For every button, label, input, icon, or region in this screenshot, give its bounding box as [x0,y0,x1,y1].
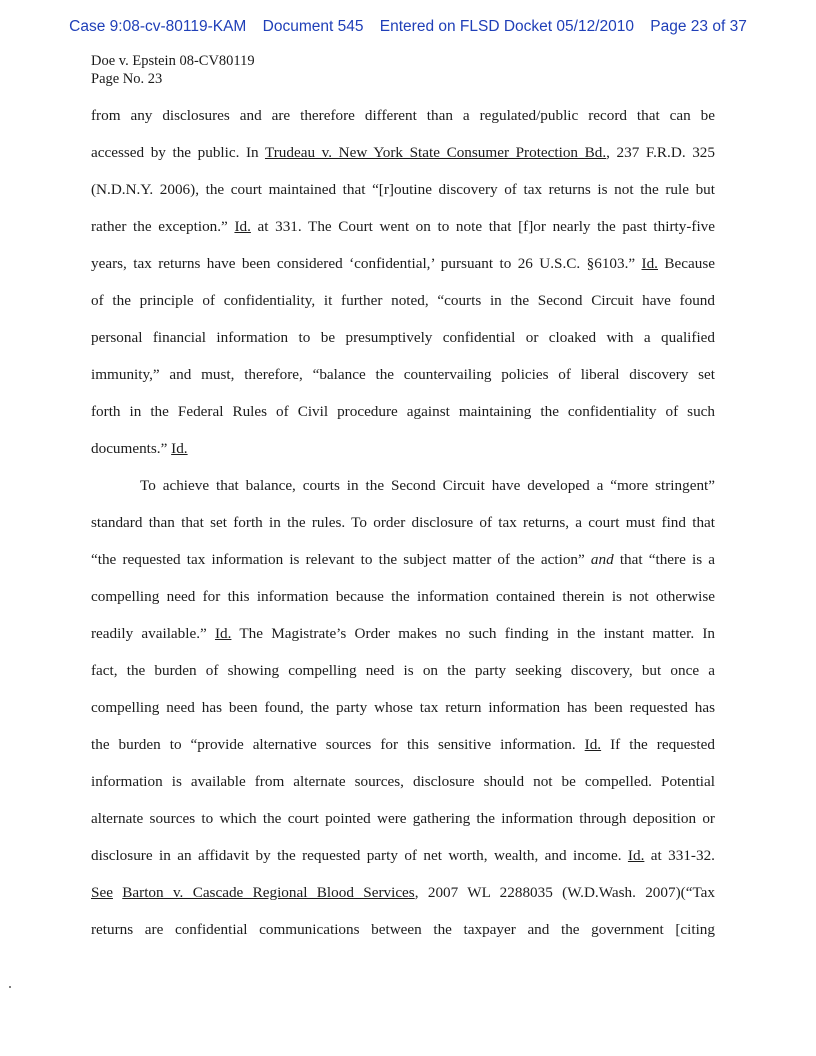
text-line: accessed by the public. In Trudeau v. New York State Consumer Protection Bd., 237 F.R.D. 325 [91,144,715,161]
text-line: personal financial information to be presumptively confidential or cloaked with a qualified [91,329,715,346]
caption-page-number: Page No. 23 [91,71,163,87]
case-number: Case 9:08-cv-80119-KAM [69,18,247,35]
id-citation: Id. [627,847,645,864]
text-line: documents.” Id. [91,440,188,457]
signal-see: See [91,884,113,901]
text-line: To achieve that balance, courts in the Second Circuit have developed a “more stringent” [140,477,715,494]
running-caption [91,52,255,88]
text-line: rather the exception.” Id. at 331. The Court went on to note that [f]or nearly the past thirty-five [91,218,715,235]
text-line: forth in the Federal Rules of Civil procedure against maintaining the confidentiality of such [91,403,715,420]
text-line: disclosure in an affidavit by the requested party of net worth, wealth, and income. Id. at 331-32. [91,847,715,864]
text-line: See Barton v. Cascade Regional Blood Services, 2007 WL 2288035 (W.D.Wash. 2007)(“Tax [91,884,715,901]
id-citation: Id. [234,218,251,235]
scan-speck [9,986,11,988]
text-line: returns are confidential communications between the taxpayer and the government [citing [91,921,715,938]
text-line: years, tax returns have been considered ‘confidential,’ pursuant to 26 U.S.C. §6103.” Id. Because [91,255,715,272]
text-line: standard than that set forth in the rules. To order disclosure of tax returns, a court must find that [91,514,715,531]
text-line: immunity,” and must, therefore, “balance the countervailing policies of liberal discovery set [91,366,715,383]
docket-entry: Entered on FLSD Docket 05/12/2010 [379,18,634,35]
text-line: from any disclosures and are therefore different than a regulated/public record that can be [91,107,715,124]
text-line: readily available.” Id. The Magistrate’s Order makes no such finding in the instant matter. In [91,625,716,642]
text-line: “the requested tax information is relevant to the subject matter of the action” and that “there is a [91,551,715,568]
text-line: alternate sources to which the court pointed were gathering the information through deposition or [91,810,715,827]
emphasis: and [590,551,614,568]
text-line: compelling need has been found, the party whose tax return information has been requested has [91,699,715,716]
court-filing-header [0,18,816,36]
text-line: information is available from alternate sources, disclosure should not be compelled. Potential [91,773,715,790]
id-citation: Id. [214,625,232,642]
id-citation: Id. [584,736,602,753]
document-number: Document 545 [262,18,364,35]
text-line: compelling need for this information because the information contained therein is not otherwise [91,588,715,605]
page-count: Page 23 of 37 [650,18,747,35]
id-citation: Id. [171,440,188,457]
case-citation: Barton v. Cascade Regional Blood Services [122,884,415,901]
id-citation: Id. [641,255,658,272]
text-line: (N.D.N.Y. 2006), the court maintained that “[r]outine discovery of tax returns is not the rule but [91,181,715,198]
caption-title: Doe v. Epstein 08-CV80119 [91,53,255,69]
text-line: fact, the burden of showing compelling need is on the party seeking discovery, but once a [91,662,715,679]
text-line: of the principle of confidentiality, it further noted, “courts in the Second Circuit have found [91,292,715,309]
text-line: the burden to “provide alternative sources for this sensitive information. Id. If the requested [91,736,715,753]
case-citation: Trudeau v. New York State Consumer Protection Bd. [264,144,607,161]
